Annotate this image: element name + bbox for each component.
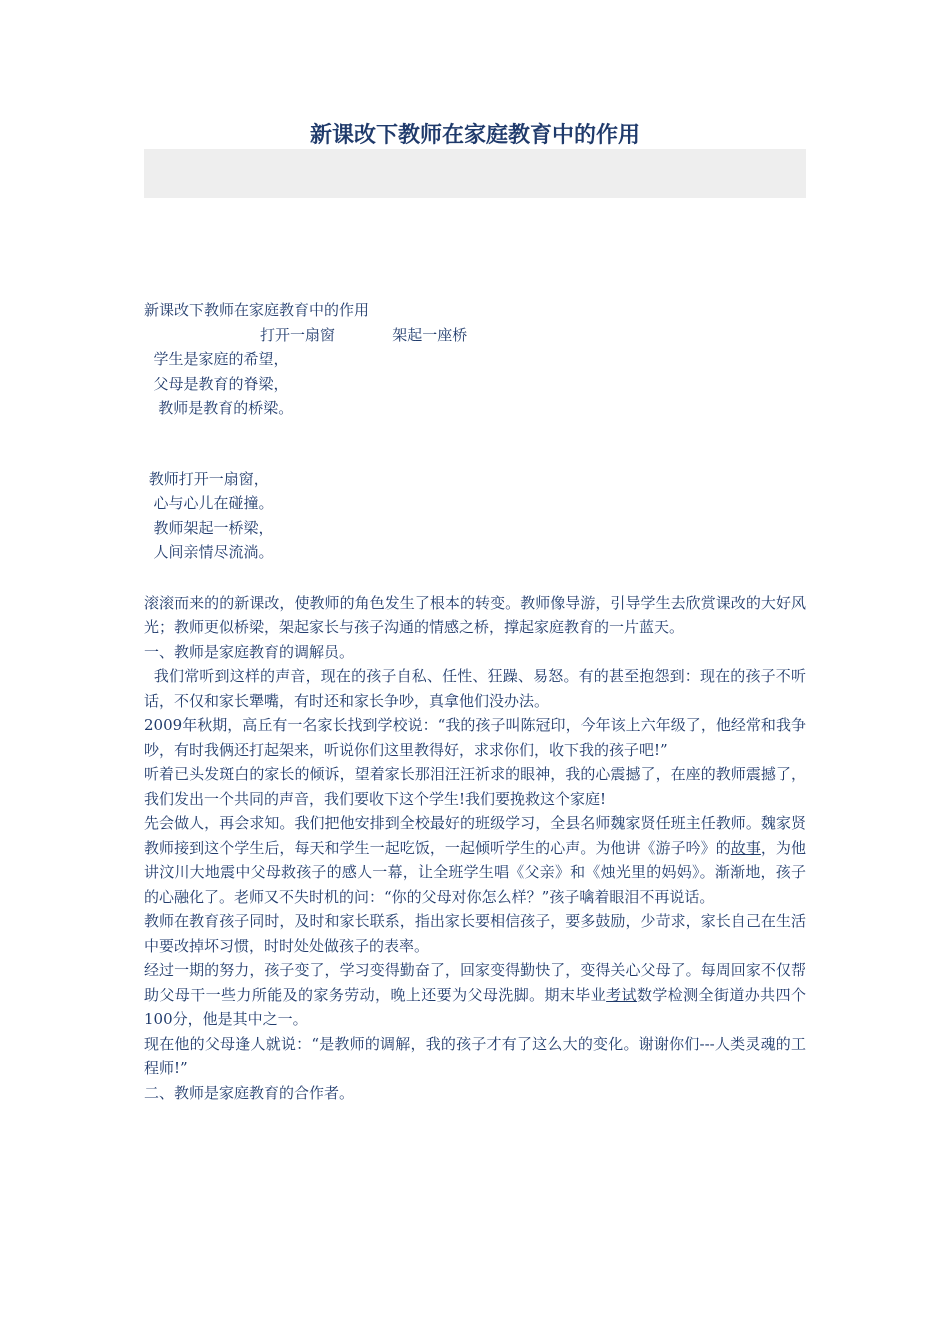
spacer xyxy=(144,565,806,591)
story-link[interactable]: 故事 xyxy=(730,838,761,857)
phrase-open-window: 打开一扇窗 xyxy=(260,325,336,344)
poem-line: 教师是教育的桥梁。 xyxy=(144,399,294,417)
section-heading-2: 二、教师是家庭教育的合作者。 xyxy=(144,1083,355,1102)
paragraph xyxy=(144,958,806,1032)
paragraph-text: 数学检测全街道办共四个100分，他是其中之一。 xyxy=(144,985,806,1028)
exam-link[interactable]: 考试 xyxy=(606,985,637,1004)
title-band xyxy=(144,149,806,198)
paragraph: 教师在教育孩子同时，及时和家长联系，指出家长要相信孩子，要多鼓励，少苛求，家长自己在生活中要改掉坏习惯，时时处处做孩子的表率。 xyxy=(144,912,806,955)
paragraph: 2009年秋期，高丘有一名家长找到学校说：“我的孩子叫陈冠印，今年该上六年级了，他经常和我争吵，有时我俩还打起架来，听说你们这里教得好，求求你们，收下我的孩子吧!” xyxy=(144,716,806,759)
article-subtitle: 新课改下教师在家庭教育中的作用 xyxy=(144,301,370,319)
theme-phrases xyxy=(144,323,806,348)
poem-line: 心与心儿在碰撞。 xyxy=(144,494,274,512)
paragraph-text: 经过一期的努力，孩子变了，学习变得勤奋了，回家变得勤快了，变得关心父母了。每周回家不仅帮助父母干一些力所能及的家务劳动，晚上还要为父母洗脚。期末毕业 xyxy=(144,961,806,1004)
paragraph xyxy=(144,811,806,909)
article-text xyxy=(144,591,806,1106)
phrase-build-bridge: 架起一座桥 xyxy=(392,325,468,344)
paragraph: 现在他的父母逢人就说：“是教师的调解，我的孩子才有了这么大的变化。谢谢你们---人类灵魂的工程师!” xyxy=(144,1034,806,1077)
paragraph-intro: 滚滚而来的的新课改，使教师的角色发生了根本的转变。教师像导游，引导学生去欣赏课改的大好风光；教师更似桥梁，架起家长与孩子沟通的情感之桥，撑起家庭教育的一片蓝天。 xyxy=(144,593,806,636)
poem-line: 学生是家庭的希望， xyxy=(144,350,289,368)
poem-line: 教师架起一桥梁， xyxy=(144,518,274,537)
document-body xyxy=(144,298,806,1105)
spacer xyxy=(144,421,806,467)
poem-line: 人间亲情尽流淌。 xyxy=(144,543,274,561)
poem-stanza-1 xyxy=(144,347,806,421)
paragraph-text: 先会做人，再会求知。我们把他安排到全校最好的班级学习，全县名师魏家贤任班主任教师。魏家贤教师接到这个学生后，每天和学生一起吃饭，一起倾听学生的心声。为他讲《游子吟》的 xyxy=(144,814,806,857)
section-heading-1: 一、教师是家庭教育的调解员。 xyxy=(144,642,355,661)
paragraph-text: ，为他讲汶川大地震中父母救孩子的感人一幕，让全班学生唱《父亲》和《烛光里的妈妈》。渐渐地，孩子的心融化了。老师又不失时机的问：“你的父母对你怎么样？”孩子噙着眼泪不再说话。 xyxy=(144,838,806,906)
paragraph: 听着已头发斑白的家长的倾诉，望着家长那泪汪汪祈求的眼神，我的心震撼了，在座的教师震撼了，我们发出一个共同的声音，我们要收下这个学生!我们要挽救这个家庭! xyxy=(144,765,806,808)
poem-line: 父母是教育的脊梁， xyxy=(144,374,289,393)
poem-stanza-2 xyxy=(144,467,806,565)
document-title: 新课改下教师在家庭教育中的作用 xyxy=(309,123,640,148)
poem-line: 教师打开一扇窗， xyxy=(144,469,269,488)
paragraph: 我们常听到这样的声音，现在的孩子自私、任性、狂躁、易怒。有的甚至抱怨到：现在的孩子不听话，不仅和家长犟嘴，有时还和家长争吵，真拿他们没办法。 xyxy=(144,667,806,710)
